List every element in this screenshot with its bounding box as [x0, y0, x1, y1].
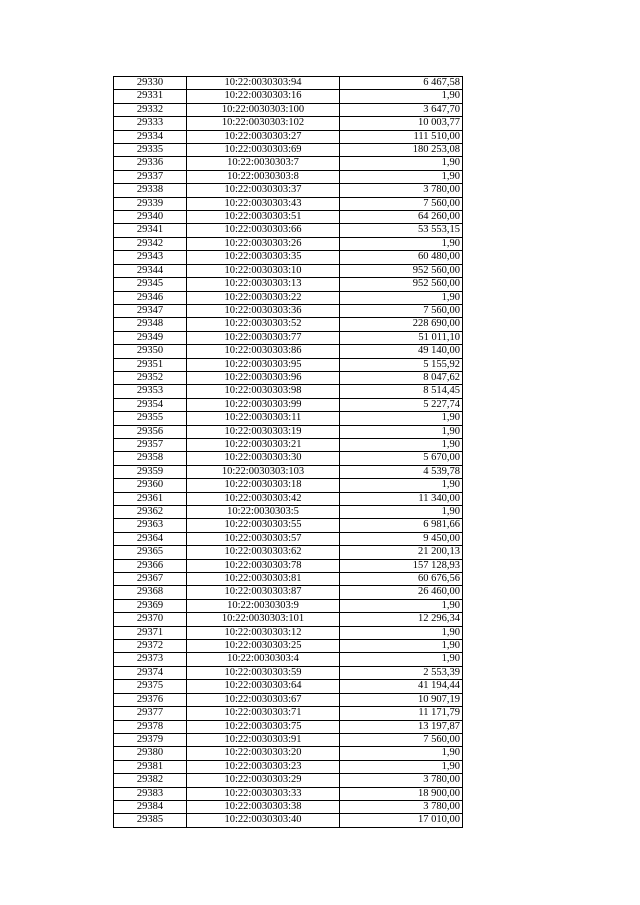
table-row [114, 345, 463, 358]
table-row [114, 626, 463, 639]
row-number-cell: 29383 [114, 787, 187, 800]
row-number-cell: 29376 [114, 693, 187, 706]
table-row [114, 680, 463, 693]
row-number-cell: 29335 [114, 144, 187, 157]
row-number-cell: 29381 [114, 760, 187, 773]
table-row [114, 707, 463, 720]
value-cell: 7 560,00 [340, 197, 463, 210]
row-number-cell: 29368 [114, 586, 187, 599]
row-number-cell: 29351 [114, 358, 187, 371]
row-number-cell: 29350 [114, 345, 187, 358]
table-row [114, 465, 463, 478]
table-row [114, 117, 463, 130]
cadastral-number-cell: 10:22:0030303:94 [187, 77, 340, 90]
row-number-cell: 29332 [114, 103, 187, 116]
value-cell: 1,90 [340, 157, 463, 170]
row-number-cell: 29365 [114, 546, 187, 559]
cadastral-number-cell: 10:22:0030303:42 [187, 492, 340, 505]
cadastral-number-cell: 10:22:0030303:103 [187, 465, 340, 478]
row-number-cell: 29344 [114, 264, 187, 277]
cadastral-number-cell: 10:22:0030303:23 [187, 760, 340, 773]
value-cell: 1,90 [340, 653, 463, 666]
row-number-cell: 29373 [114, 653, 187, 666]
value-cell: 111 510,00 [340, 130, 463, 143]
table-row [114, 452, 463, 465]
cadastral-number-cell: 10:22:0030303:64 [187, 680, 340, 693]
cadastral-number-cell: 10:22:0030303:13 [187, 278, 340, 291]
table-row [114, 479, 463, 492]
table-row [114, 733, 463, 746]
cadastral-number-cell: 10:22:0030303:96 [187, 371, 340, 384]
value-cell: 3 780,00 [340, 774, 463, 787]
value-cell: 64 260,00 [340, 211, 463, 224]
value-cell: 1,90 [340, 506, 463, 519]
table-row [114, 532, 463, 545]
value-cell: 13 197,87 [340, 720, 463, 733]
value-cell: 53 553,15 [340, 224, 463, 237]
row-number-cell: 29371 [114, 626, 187, 639]
row-number-cell: 29378 [114, 720, 187, 733]
row-number-cell: 29358 [114, 452, 187, 465]
table-row [114, 425, 463, 438]
table-row [114, 211, 463, 224]
cadastral-number-cell: 10:22:0030303:40 [187, 814, 340, 827]
row-number-cell: 29346 [114, 291, 187, 304]
table-row [114, 693, 463, 706]
row-number-cell: 29372 [114, 640, 187, 653]
table-row [114, 492, 463, 505]
table-row [114, 613, 463, 626]
table-row [114, 800, 463, 813]
value-cell: 6 981,66 [340, 519, 463, 532]
value-cell: 5 155,92 [340, 358, 463, 371]
cadastral-number-cell: 10:22:0030303:35 [187, 251, 340, 264]
cadastral-number-cell: 10:22:0030303:87 [187, 586, 340, 599]
row-number-cell: 29360 [114, 479, 187, 492]
cadastral-number-cell: 10:22:0030303:98 [187, 385, 340, 398]
table-row [114, 318, 463, 331]
cadastral-number-cell: 10:22:0030303:71 [187, 707, 340, 720]
table-row [114, 774, 463, 787]
cadastral-number-cell: 10:22:0030303:86 [187, 345, 340, 358]
cadastral-number-cell: 10:22:0030303:37 [187, 184, 340, 197]
value-cell: 9 450,00 [340, 532, 463, 545]
cadastral-number-cell: 10:22:0030303:75 [187, 720, 340, 733]
table-row [114, 653, 463, 666]
cadastral-number-cell: 10:22:0030303:12 [187, 626, 340, 639]
cadastral-number-cell: 10:22:0030303:59 [187, 666, 340, 679]
value-cell: 1,90 [340, 626, 463, 639]
cadastral-number-cell: 10:22:0030303:91 [187, 733, 340, 746]
value-cell: 49 140,00 [340, 345, 463, 358]
value-cell: 60 676,56 [340, 573, 463, 586]
value-cell: 8 514,45 [340, 385, 463, 398]
table-row [114, 130, 463, 143]
table-row [114, 331, 463, 344]
cadastral-number-cell: 10:22:0030303:21 [187, 438, 340, 451]
row-number-cell: 29331 [114, 90, 187, 103]
row-number-cell: 29339 [114, 197, 187, 210]
row-number-cell: 29347 [114, 304, 187, 317]
table-row [114, 586, 463, 599]
value-cell: 10 003,77 [340, 117, 463, 130]
cadastral-number-cell: 10:22:0030303:52 [187, 318, 340, 331]
value-cell: 3 780,00 [340, 184, 463, 197]
table-row [114, 197, 463, 210]
row-number-cell: 29375 [114, 680, 187, 693]
value-cell: 8 047,62 [340, 371, 463, 384]
table-row [114, 77, 463, 90]
table-row [114, 573, 463, 586]
table-row [114, 640, 463, 653]
table-row [114, 170, 463, 183]
value-cell: 7 560,00 [340, 733, 463, 746]
table-row [114, 144, 463, 157]
cadastral-number-cell: 10:22:0030303:29 [187, 774, 340, 787]
cadastral-number-cell: 10:22:0030303:11 [187, 412, 340, 425]
cadastral-number-cell: 10:22:0030303:18 [187, 479, 340, 492]
cadastral-number-cell: 10:22:0030303:10 [187, 264, 340, 277]
value-cell: 7 560,00 [340, 304, 463, 317]
table-row [114, 666, 463, 679]
row-number-cell: 29349 [114, 331, 187, 344]
cadastral-number-cell: 10:22:0030303:8 [187, 170, 340, 183]
row-number-cell: 29369 [114, 599, 187, 612]
value-cell: 952 560,00 [340, 278, 463, 291]
cadastral-number-cell: 10:22:0030303:81 [187, 573, 340, 586]
cadastral-number-cell: 10:22:0030303:16 [187, 90, 340, 103]
row-number-cell: 29352 [114, 371, 187, 384]
table-row [114, 398, 463, 411]
table-row [114, 184, 463, 197]
row-number-cell: 29356 [114, 425, 187, 438]
cadastral-number-cell: 10:22:0030303:25 [187, 640, 340, 653]
value-cell: 1,90 [340, 438, 463, 451]
row-number-cell: 29355 [114, 412, 187, 425]
table-row [114, 278, 463, 291]
cadastral-number-cell: 10:22:0030303:95 [187, 358, 340, 371]
row-number-cell: 29330 [114, 77, 187, 90]
value-cell: 5 670,00 [340, 452, 463, 465]
table-row [114, 546, 463, 559]
row-number-cell: 29348 [114, 318, 187, 331]
value-cell: 12 296,34 [340, 613, 463, 626]
cadastral-number-cell: 10:22:0030303:36 [187, 304, 340, 317]
row-number-cell: 29338 [114, 184, 187, 197]
row-number-cell: 29345 [114, 278, 187, 291]
cadastral-number-cell: 10:22:0030303:69 [187, 144, 340, 157]
cadastral-number-cell: 10:22:0030303:101 [187, 613, 340, 626]
table-row [114, 90, 463, 103]
value-cell: 1,90 [340, 640, 463, 653]
row-number-cell: 29379 [114, 733, 187, 746]
table-row [114, 304, 463, 317]
table-row [114, 157, 463, 170]
table-row [114, 814, 463, 827]
cadastral-number-cell: 10:22:0030303:102 [187, 117, 340, 130]
row-number-cell: 29337 [114, 170, 187, 183]
table-body [114, 77, 463, 828]
cadastral-number-cell: 10:22:0030303:57 [187, 532, 340, 545]
row-number-cell: 29384 [114, 800, 187, 813]
value-cell: 26 460,00 [340, 586, 463, 599]
table-row [114, 371, 463, 384]
cadastral-number-cell: 10:22:0030303:4 [187, 653, 340, 666]
row-number-cell: 29354 [114, 398, 187, 411]
cadastral-number-cell: 10:22:0030303:99 [187, 398, 340, 411]
value-cell: 10 907,19 [340, 693, 463, 706]
value-cell: 952 560,00 [340, 264, 463, 277]
value-cell: 11 171,79 [340, 707, 463, 720]
value-cell: 157 128,93 [340, 559, 463, 572]
row-number-cell: 29342 [114, 237, 187, 250]
value-cell: 3 647,70 [340, 103, 463, 116]
table-row [114, 412, 463, 425]
table-row [114, 760, 463, 773]
row-number-cell: 29363 [114, 519, 187, 532]
row-number-cell: 29333 [114, 117, 187, 130]
value-cell: 1,90 [340, 599, 463, 612]
table-row [114, 787, 463, 800]
value-cell: 51 011,10 [340, 331, 463, 344]
table-row [114, 358, 463, 371]
value-cell: 5 227,74 [340, 398, 463, 411]
cadastral-number-cell: 10:22:0030303:20 [187, 747, 340, 760]
cadastral-number-cell: 10:22:0030303:67 [187, 693, 340, 706]
row-number-cell: 29366 [114, 559, 187, 572]
value-cell: 1,90 [340, 291, 463, 304]
row-number-cell: 29362 [114, 506, 187, 519]
table-row [114, 291, 463, 304]
cadastral-number-cell: 10:22:0030303:51 [187, 211, 340, 224]
row-number-cell: 29385 [114, 814, 187, 827]
row-number-cell: 29361 [114, 492, 187, 505]
value-cell: 1,90 [340, 747, 463, 760]
value-cell: 1,90 [340, 425, 463, 438]
table-row [114, 438, 463, 451]
table-row [114, 720, 463, 733]
row-number-cell: 29374 [114, 666, 187, 679]
value-cell: 1,90 [340, 237, 463, 250]
value-cell: 21 200,13 [340, 546, 463, 559]
cadastral-number-cell: 10:22:0030303:19 [187, 425, 340, 438]
cadastral-number-cell: 10:22:0030303:27 [187, 130, 340, 143]
cadastral-number-cell: 10:22:0030303:33 [187, 787, 340, 800]
row-number-cell: 29359 [114, 465, 187, 478]
cadastral-number-cell: 10:22:0030303:62 [187, 546, 340, 559]
table-row [114, 747, 463, 760]
cadastral-number-cell: 10:22:0030303:5 [187, 506, 340, 519]
value-cell: 180 253,08 [340, 144, 463, 157]
row-number-cell: 29370 [114, 613, 187, 626]
table-row [114, 385, 463, 398]
cadastral-number-cell: 10:22:0030303:55 [187, 519, 340, 532]
value-cell: 228 690,00 [340, 318, 463, 331]
value-cell: 6 467,58 [340, 77, 463, 90]
cadastral-number-cell: 10:22:0030303:22 [187, 291, 340, 304]
table-row [114, 599, 463, 612]
cadastral-value-table [113, 76, 463, 828]
table-row [114, 264, 463, 277]
value-cell: 1,90 [340, 760, 463, 773]
row-number-cell: 29367 [114, 573, 187, 586]
table-row [114, 251, 463, 264]
table-row [114, 103, 463, 116]
cadastral-number-cell: 10:22:0030303:30 [187, 452, 340, 465]
cadastral-number-cell: 10:22:0030303:77 [187, 331, 340, 344]
row-number-cell: 29364 [114, 532, 187, 545]
row-number-cell: 29334 [114, 130, 187, 143]
value-cell: 11 340,00 [340, 492, 463, 505]
row-number-cell: 29343 [114, 251, 187, 264]
row-number-cell: 29341 [114, 224, 187, 237]
row-number-cell: 29336 [114, 157, 187, 170]
cadastral-number-cell: 10:22:0030303:43 [187, 197, 340, 210]
value-cell: 41 194,44 [340, 680, 463, 693]
table-row [114, 237, 463, 250]
value-cell: 4 539,78 [340, 465, 463, 478]
value-cell: 2 553,39 [340, 666, 463, 679]
row-number-cell: 29380 [114, 747, 187, 760]
table-row [114, 506, 463, 519]
cadastral-number-cell: 10:22:0030303:9 [187, 599, 340, 612]
row-number-cell: 29340 [114, 211, 187, 224]
value-cell: 1,90 [340, 412, 463, 425]
table-row [114, 224, 463, 237]
cadastral-number-cell: 10:22:0030303:100 [187, 103, 340, 116]
row-number-cell: 29377 [114, 707, 187, 720]
cadastral-number-cell: 10:22:0030303:38 [187, 800, 340, 813]
value-cell: 60 480,00 [340, 251, 463, 264]
row-number-cell: 29353 [114, 385, 187, 398]
value-cell: 1,90 [340, 170, 463, 183]
value-cell: 18 900,00 [340, 787, 463, 800]
value-cell: 1,90 [340, 90, 463, 103]
value-cell: 1,90 [340, 479, 463, 492]
row-number-cell: 29357 [114, 438, 187, 451]
table-row [114, 559, 463, 572]
table-row [114, 519, 463, 532]
value-cell: 17 010,00 [340, 814, 463, 827]
cadastral-number-cell: 10:22:0030303:26 [187, 237, 340, 250]
value-cell: 3 780,00 [340, 800, 463, 813]
cadastral-number-cell: 10:22:0030303:7 [187, 157, 340, 170]
cadastral-number-cell: 10:22:0030303:78 [187, 559, 340, 572]
row-number-cell: 29382 [114, 774, 187, 787]
cadastral-number-cell: 10:22:0030303:66 [187, 224, 340, 237]
